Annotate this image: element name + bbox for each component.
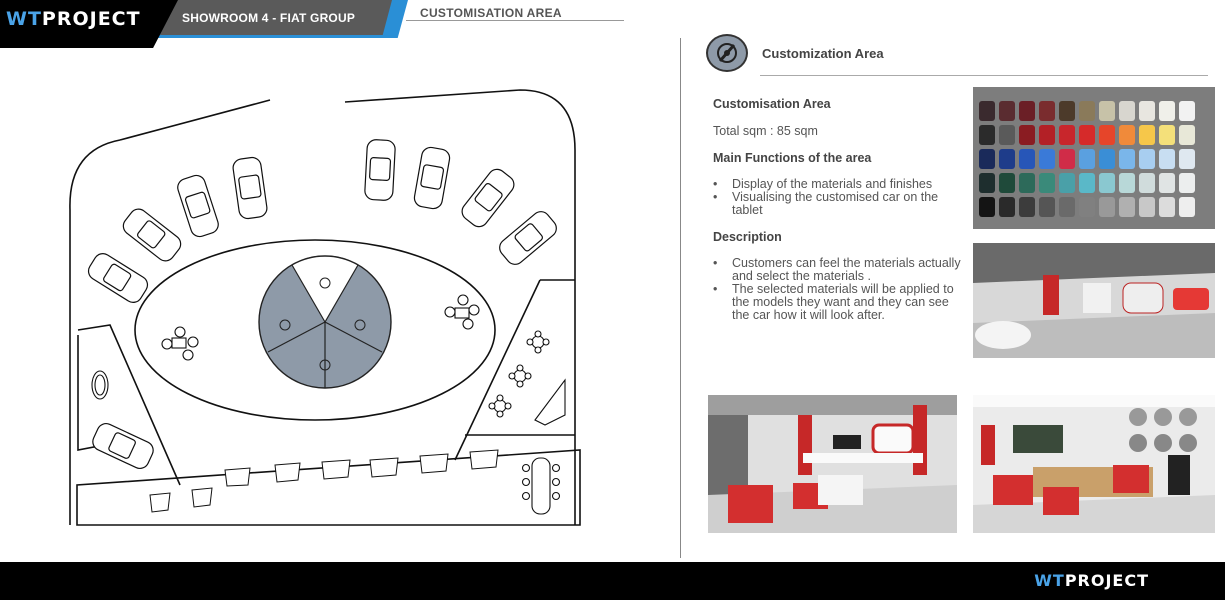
floor-plan	[60, 80, 590, 530]
showroom-title: SHOWROOM 4 - FIAT GROUP	[182, 11, 356, 25]
area-title: CUSTOMISATION AREA	[420, 6, 562, 20]
photo-material-swatches	[973, 87, 1215, 229]
car-1	[85, 250, 151, 306]
photo-showroom-render	[973, 243, 1215, 358]
section-title: Customization Area	[762, 46, 884, 61]
functions-list	[713, 178, 965, 217]
photo-lounge-render	[708, 395, 957, 533]
car-8	[496, 208, 560, 268]
spiral-stair	[92, 371, 108, 399]
car-3	[175, 173, 220, 239]
car-6	[413, 146, 451, 210]
heading-functions: Main Functions of the area	[713, 151, 872, 165]
description-list	[713, 257, 965, 322]
seating-group-left	[162, 327, 198, 360]
area-title-underline	[406, 20, 624, 21]
right-table-group	[489, 331, 565, 425]
heading-area: Customisation Area	[713, 97, 831, 111]
list-item: • Customers can feel the materials actually and select the materials .	[713, 257, 965, 283]
heading-description: Description	[713, 230, 782, 244]
car-4	[232, 156, 268, 219]
photo-meeting-render	[973, 395, 1215, 533]
car-5	[364, 139, 395, 200]
list-item: • The selected materials will be applied to the models they want and they can see the car how it will look after.	[713, 283, 965, 322]
car-7	[458, 166, 517, 231]
page-divider	[680, 38, 681, 558]
customization-tools-icon	[706, 34, 748, 72]
car-2	[120, 205, 185, 264]
list-item: • Display of the materials and finishes	[713, 178, 965, 191]
footer-logo: WTPROJECT	[1034, 571, 1149, 590]
customisation-round-table	[259, 256, 391, 388]
car-9	[90, 421, 156, 472]
description-text	[713, 97, 965, 335]
office-desks	[150, 450, 498, 512]
seating-group-right	[445, 295, 479, 329]
total-sqm: Total sqm : 85 sqm	[713, 124, 818, 138]
meeting-table	[523, 458, 560, 514]
section-title-underline	[760, 75, 1208, 76]
list-item: • Visualising the customised car on the tablet	[713, 191, 965, 217]
footer-bar	[0, 562, 1225, 600]
header-logo: WTPROJECT	[6, 8, 141, 30]
